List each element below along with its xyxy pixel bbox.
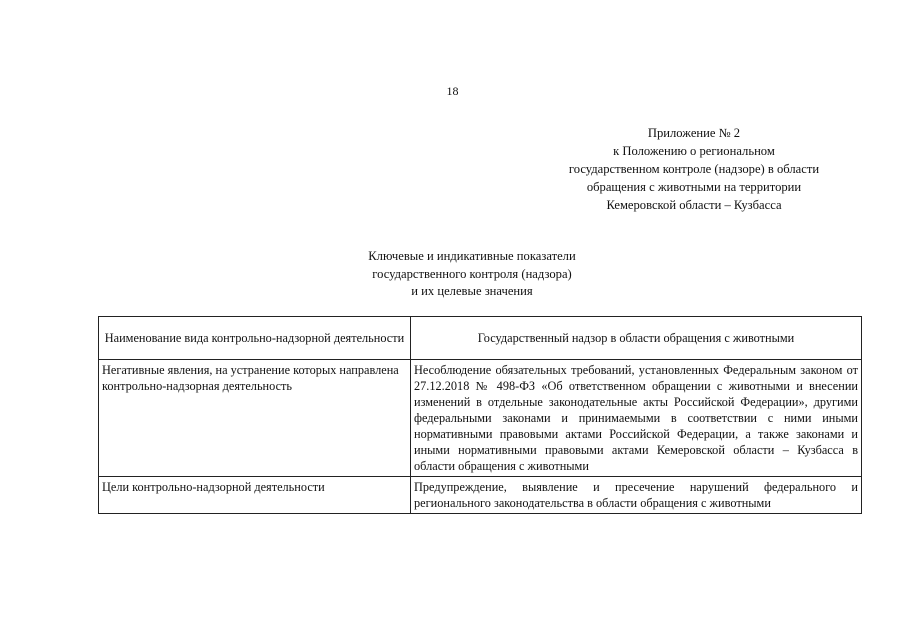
table-row — [99, 360, 862, 477]
indicators-table — [98, 316, 862, 514]
row-label-cell: Цели контрольно-надзорной деятельности — [99, 477, 411, 514]
page-number: 18 — [446, 84, 459, 98]
appendix-line: Кемеровской области – Кузбасса — [606, 198, 782, 212]
title-line: государственного контроля (надзора) — [372, 266, 572, 281]
header-cell-supervision: Государственный надзор в области обращения с животными — [411, 317, 862, 360]
appendix-line: государственном контроле (надзоре) в области — [568, 162, 820, 176]
row-value-cell: Предупреждение, выявление и пресечение нарушений федерального и регионального законодательства в области обращения с животными — [411, 477, 862, 514]
appendix-line: Приложение № 2 — [647, 126, 741, 140]
title-line: и их целевые значения — [411, 284, 533, 298]
row-label-cell: Негативные явления, на устранение которых направлена контрольно-надзорная деятельность — [99, 360, 411, 477]
title-line: Ключевые и индикативные показатели — [368, 249, 576, 263]
appendix-line: к Положению о региональном — [613, 144, 775, 158]
row-value-cell: Несоблюдение обязательных требований, установленных Федеральным законом от 27.12.2018 № 498-ФЗ «Об ответственном обращении с животными и внесении изменений в отдельные законодательные акты Российской Федерации», другими федеральными законами и принимаемыми в соответствии с ними иными нормативными правовыми актами Российской Федерации, а также законами и иными нормативными правовыми актами Кемеровской области – Кузбасса в области обращения с животными — [411, 360, 862, 477]
appendix-line: обращения с животными на территории — [586, 180, 802, 194]
document-title — [262, 248, 682, 301]
table-row — [99, 477, 862, 514]
table-header-row — [99, 317, 862, 360]
appendix-header — [520, 124, 868, 214]
header-cell-activity-type: Наименование вида контрольно-надзорной деятельности — [99, 317, 411, 360]
